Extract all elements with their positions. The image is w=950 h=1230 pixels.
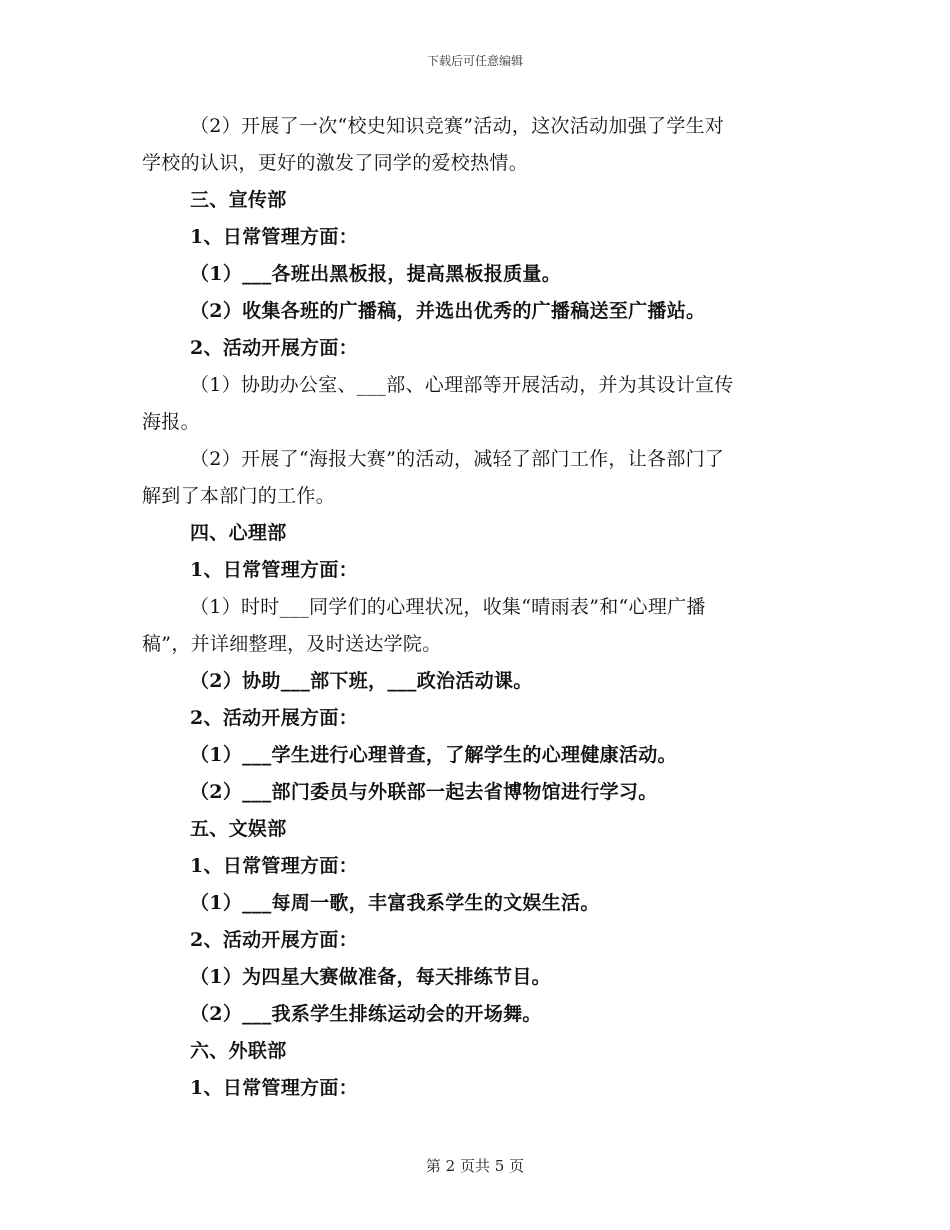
text-line: 解到了本部门的工作。 [142,485,336,507]
page-footer: 第 2 页共 5 页 [425,1157,525,1175]
text-line: 四、心理部 [190,522,287,544]
text-line: 稿”，并详细整理，及时送达学院。 [142,633,442,655]
text-line: 1、日常管理方面： [190,226,358,248]
text-line: （1）___学生进行心理普查，了解学生的心理健康活动。 [190,744,677,766]
text-line: 1、日常管理方面： [190,1077,358,1099]
text-line: （2）开展了“海报大赛”的活动，减轻了部门工作，让各部门了 [190,448,725,470]
text-line: 1、日常管理方面： [190,855,358,877]
text-line: （2）开展了一次“校史知识竞赛”活动，这次活动加强了学生对 [190,115,725,137]
document-body [142,108,812,1107]
text-line: （1）时时___同学们的心理状况，收集“晴雨表”和“心理广播 [190,596,706,618]
text-line: 六、外联部 [190,1040,287,1062]
text-line: （2）___我系学生排练运动会的开场舞。 [190,1003,542,1025]
text-line: 1、日常管理方面： [190,559,358,581]
text-line: 2、活动开展方面： [190,929,358,951]
text-line: 海报。 [142,411,200,433]
text-line: （1）___每周一歌，丰富我系学生的文娱生活。 [190,892,600,914]
text-line: （2）收集各班的广播稿，并选出优秀的广播稿送至广播站。 [190,300,706,322]
text-line: （2）___部门委员与外联部一起去省博物馆进行学习。 [190,781,658,803]
page-header: 下载后可任意编辑 [426,54,523,68]
text-line: 2、活动开展方面： [190,337,358,359]
text-line: （1）协助办公室、___部、心理部等开展活动，并为其设计宣传 [190,374,734,396]
text-line: （1）为四星大赛做准备，每天排练节目。 [190,966,551,988]
text-line: （1）___各班出黑板报，提高黑板报质量。 [190,263,562,285]
text-line: 五、文娱部 [190,818,287,840]
text-line: （2）协助___部下班，___政治活动课。 [190,670,533,692]
text-line: 学校的认识，更好的激发了同学的爱校热情。 [142,152,529,174]
text-line: 三、宣传部 [190,189,287,211]
text-line: 2、活动开展方面： [190,707,358,729]
